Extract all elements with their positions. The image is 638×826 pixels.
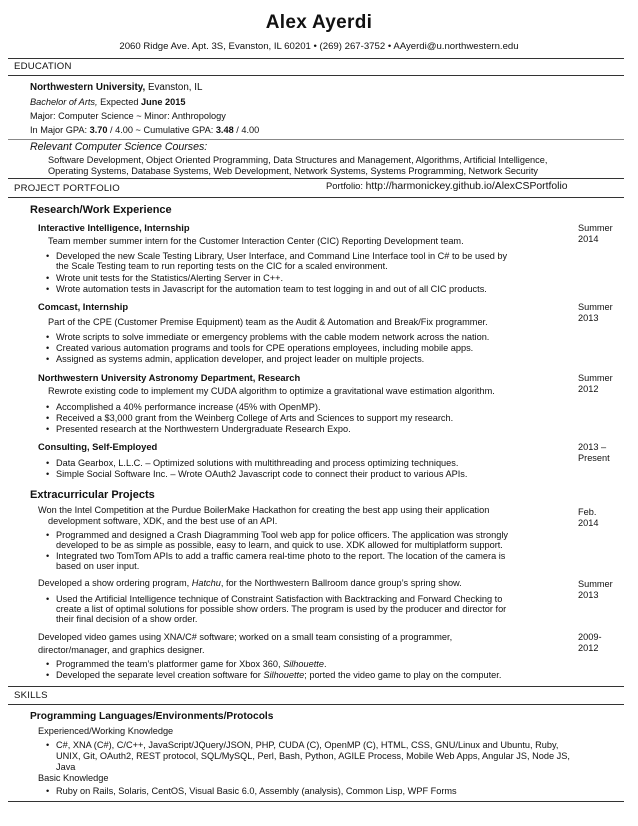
divider [8, 801, 624, 802]
job-date-line: 2012 [578, 384, 599, 394]
project-bullet: • Integrated two TomTom APIs to add a traffic camera real-time photo to the report. The location of the camera is [56, 551, 505, 562]
project-text: , for the Northwestern Ballroom dance group’s spring show. [220, 578, 462, 588]
courses-title: Relevant Computer Science Courses: [30, 141, 208, 153]
skills-experienced-label: Experienced/Working Knowledge [38, 726, 174, 736]
bullet-text: Programmed the team’s platformer game for Xbox 360, [56, 659, 284, 669]
job-description: Rewrote existing code to implement my CUDA algorithm to optimize a gravitational wave estimation algorithm. [48, 386, 495, 396]
job-title: Northwestern University Astronomy Department, Research [38, 372, 301, 383]
courses-line-2: Operating Systems, Database Systems, Web Development, Network Systems, Systems Programming, Network Security [48, 166, 538, 176]
divider [8, 75, 624, 76]
job-date-line: Summer [578, 373, 613, 383]
project-description-continuation: director/manager, and graphics designer. [38, 645, 205, 655]
project-name: Hatchu [191, 578, 221, 588]
job-title: Consulting, Self-Employed [38, 441, 158, 452]
job-title: Comcast, Internship [38, 301, 129, 312]
job-bullet: • Presented research at the Northwestern Undergraduate Research Expo. [56, 424, 351, 435]
major-minor: Major: Computer Science ~ Minor: Anthropology [30, 111, 226, 121]
project-bullet [56, 670, 501, 681]
school-location: Evanston, IL [145, 82, 203, 93]
project-text: Developed a show ordering program, [38, 578, 192, 588]
bullet-text: ; ported the video game to play on the computer. [304, 670, 502, 680]
job-bullet: • Wrote scripts to solve immediate or emergency problems with the cable modem network across the nation. [56, 332, 489, 343]
portfolio-link[interactable]: http://harmonickey.github.io/AlexCSPortfolio [365, 181, 568, 192]
job-date [578, 442, 610, 464]
portfolio-label: Portfolio: [326, 180, 366, 191]
job-date [578, 373, 613, 395]
project-bullet-continuation: their final decision of a show order. [56, 614, 198, 624]
job-date-line: Summer [578, 302, 613, 312]
project-date [578, 632, 602, 654]
project-bullet-continuation: based on user input. [56, 561, 140, 571]
job-date [578, 302, 613, 324]
project-description [38, 578, 462, 589]
divider [8, 686, 624, 687]
project-bullet: • Used the Artificial Intelligence technique of Constraint Satisfaction with Backtracking and Forward Checking to [56, 594, 502, 605]
cumulative-gpa: 3.48 [215, 125, 234, 135]
project-description: Won the Intel Competition at the Purdue BoilerMake Hackathon for creating the best app using their application [38, 505, 490, 515]
degree-line [30, 97, 185, 108]
project-date-line: 2013 [578, 590, 599, 600]
gpa-prefix: In Major GPA: [30, 125, 90, 135]
section-title-education: EDUCATION [14, 61, 72, 72]
section-title-skills: SKILLS [14, 690, 48, 701]
job-bullet: • Data Gearbox, L.L.C. – Optimized solutions with multithreading and process optimizing techniques. [56, 458, 458, 469]
project-date-line: Feb. [578, 507, 597, 517]
major-gpa: 3.70 [89, 125, 108, 135]
subsection-title-research: Research/Work Experience [30, 204, 172, 216]
job-date-line: Present [578, 453, 610, 463]
project-date [578, 579, 613, 601]
project-bullet [56, 659, 327, 670]
divider [8, 197, 624, 198]
project-description: Developed video games using XNA/C# software; worked on a small team consisting of a programmer, [38, 632, 453, 642]
job-date-line: 2013 – [578, 442, 607, 452]
project-date-line: 2009- [578, 632, 602, 642]
game-title: Silhouette [283, 659, 324, 669]
expected-date: June 2015 [141, 97, 186, 107]
job-bullet: • Assigned as systems admin, application developer, and project leader on multiple projects. [56, 354, 424, 365]
project-description-continuation: development software, XDK, and the best use of an API. [48, 516, 278, 526]
job-date-line: 2013 [578, 313, 599, 323]
job-bullet: • Simple Social Software Inc. – Wrote OAuth2 Javascript code to connect their product to various APIs. [56, 469, 467, 480]
job-bullet: • Developed the new Scale Testing Library, User Interface, and Command Line Interface tool in C# to be used by [56, 251, 507, 262]
project-date-line: Summer [578, 579, 613, 589]
project-date-line: 2014 [578, 518, 599, 528]
skills-bullet-continuation: Java [56, 762, 76, 772]
expected-label: Expected [97, 97, 141, 107]
project-date-line: 2012 [578, 643, 599, 653]
project-bullet-continuation: developed to be as simple as possible, easy to learn, and quick to use. XDK allowed for multiplatform support. [56, 540, 503, 550]
gpa-line [30, 125, 259, 136]
job-bullet: • Created various automation programs and tools for CPE operations employees, including mobile apps. [56, 343, 473, 354]
job-bullet: • Wrote automation tests in Javascript for the automation team to test logging in and out of all CIC products. [56, 284, 487, 295]
subsection-title-extracurricular: Extracurricular Projects [30, 489, 155, 501]
school-line [30, 82, 202, 93]
job-bullet-continuation: the Scale Testing team to run reporting tests on the CIC for a scaled environment. [56, 261, 388, 271]
gpa-mid: / 4.00 ~ Cumulative GPA: [107, 125, 216, 135]
skills-bullet-continuation: UNIX, Git, OAuth2, REST protocol, SQL/MySQL, Perl, Bash, Python, AGILE Process, Mobile Web Apps, Angular JS, Node JS, [56, 751, 570, 761]
project-bullet-continuation: create a list of optimal solutions for possible show orders. The program is used by the producer and director for [56, 604, 507, 614]
bullet-text: . [323, 659, 327, 669]
divider [8, 139, 624, 140]
degree: Bachelor of Arts, [30, 97, 98, 107]
job-date-line: Summer [578, 223, 613, 233]
job-bullet: • Accomplished a 40% performance increase (45% with OpenMP). [56, 402, 321, 413]
job-bullet: • Received a $3,000 grant from the Weinberg College of Arts and Sciences to support my research. [56, 413, 453, 424]
section-title-portfolio: PROJECT PORTFOLIO [14, 183, 120, 194]
skills-basic-label: Basic Knowledge [38, 773, 109, 783]
resume-name: Alex Ayerdi [265, 12, 373, 33]
job-title: Interactive Intelligence, Internship [38, 222, 190, 233]
courses-line-1: Software Development, Object Oriented Programming, Data Structures and Management, Algorithms, Artificial Intelligence, [48, 155, 548, 165]
job-description: Team member summer intern for the Customer Interaction Center (CIC) Reporting Development team. [48, 236, 464, 246]
project-bullet: • Programmed and designed a Crash Diagramming Tool web app for police officers. The application was strongly [56, 530, 508, 541]
job-date-line: 2014 [578, 234, 599, 244]
skills-bullet: • C#, XNA (C#), C/C++, JavaScript/JQuery/JSON, PHP, CUDA (C), OpenMP (C), HTML, CSS, GNU/Linux and Ubuntu, Ruby, [56, 740, 558, 751]
job-bullet: • Wrote unit tests for the Statistics/Alerting Server in C++. [56, 273, 283, 284]
school-name: Northwestern University, [30, 82, 146, 93]
game-title: Silhouette [263, 670, 305, 680]
divider [8, 704, 624, 705]
job-date [578, 223, 613, 245]
contact-line: 2060 Ridge Ave. Apt. 3S, Evanston, IL 60201 • (269) 267-3752 • AAyerdi@u.northwestern.edu [119, 41, 519, 52]
portfolio-line [326, 180, 568, 192]
project-date [578, 507, 598, 529]
job-description: Part of the CPE (Customer Premise Equipment) team as the Audit & Automation and Break/Fix programmer. [48, 317, 488, 327]
skills-subtitle: Programming Languages/Environments/Protocols [30, 711, 274, 722]
gpa-suffix: / 4.00 [233, 125, 260, 135]
divider [8, 178, 624, 179]
divider [8, 58, 624, 59]
skills-bullet: • Ruby on Rails, Solaris, CentOS, Visual Basic 6.0, Assembly (analysis), Common Lisp, WPF Forms [56, 786, 457, 797]
bullet-text: Developed the separate level creation software for [56, 670, 264, 680]
